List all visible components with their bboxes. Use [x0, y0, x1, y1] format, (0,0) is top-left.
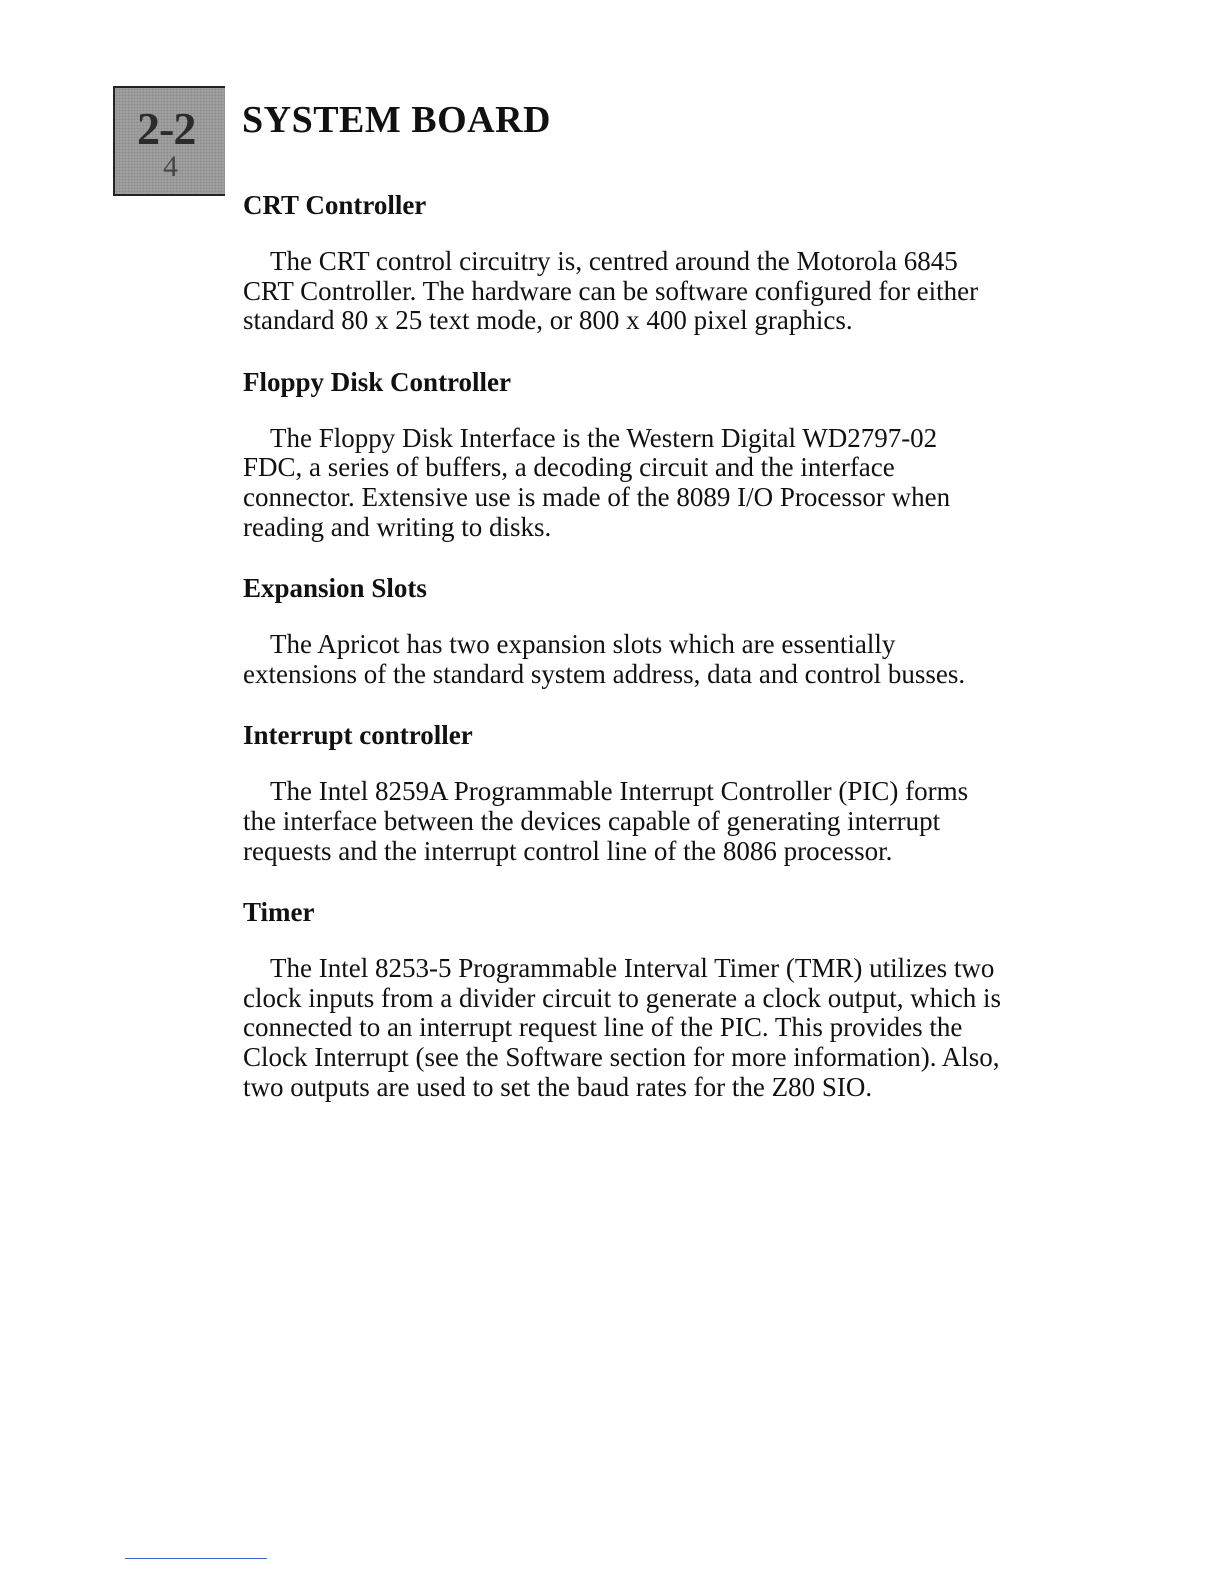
section-paragraph: The Floppy Disk Interface is the Western Digital WD2797-02 FDC, a series of buffers, a decoding circuit and the interface connector. Extensive use is made of the 8089 I/O Processor when reading and writing to disks. [243, 422, 951, 542]
section-crt-controller [243, 188, 1003, 336]
section-heading: Interrupt controller [243, 720, 473, 751]
section-paragraph: The Intel 8259A Programmable Interrupt Controller (PIC) forms the interface between the devices capable of generating interrupt requests and the interrupt control line of the 8086 processor. [243, 776, 969, 866]
section-heading: Floppy Disk Controller [243, 366, 512, 397]
section-floppy-disk-controller [243, 365, 1003, 542]
section-paragraph: The CRT control circuitry is, centred around the Motorola 6845 CRT Controller. The hardware can be software configured for either standard 80 x 25 text mode, or 800 x 400 pixel graphics. [243, 246, 979, 336]
section-paragraph: The Intel 8253-5 Programmable Interval Timer (TMR) utilizes two clock inputs from a divider circuit to generate a clock output, which is connected to an interrupt request line of the PIC. This provides the Clock Interrupt (see the Software section for more information). Also, two outputs are used to set the baud rates for the Z80 SIO. [243, 953, 1002, 1102]
section-heading: Expansion Slots [243, 573, 427, 604]
section-tab-number: 2-2 [137, 103, 196, 154]
section-heading: CRT Controller [243, 190, 427, 220]
section-heading: Timer [243, 897, 315, 928]
section-timer [243, 895, 1003, 1102]
section-paragraph: The Apricot has two expansion slots which are essentially extensions of the standard system address, data and control busses. [243, 629, 966, 689]
section-tab [113, 86, 225, 196]
section-expansion-slots [243, 571, 1003, 689]
footer-rule [125, 1558, 267, 1559]
section-tab-page: 4 [163, 150, 178, 183]
page-title: SYSTEM BOARD [242, 99, 551, 141]
document-body [243, 188, 1003, 1131]
section-interrupt-controller [243, 718, 1003, 866]
